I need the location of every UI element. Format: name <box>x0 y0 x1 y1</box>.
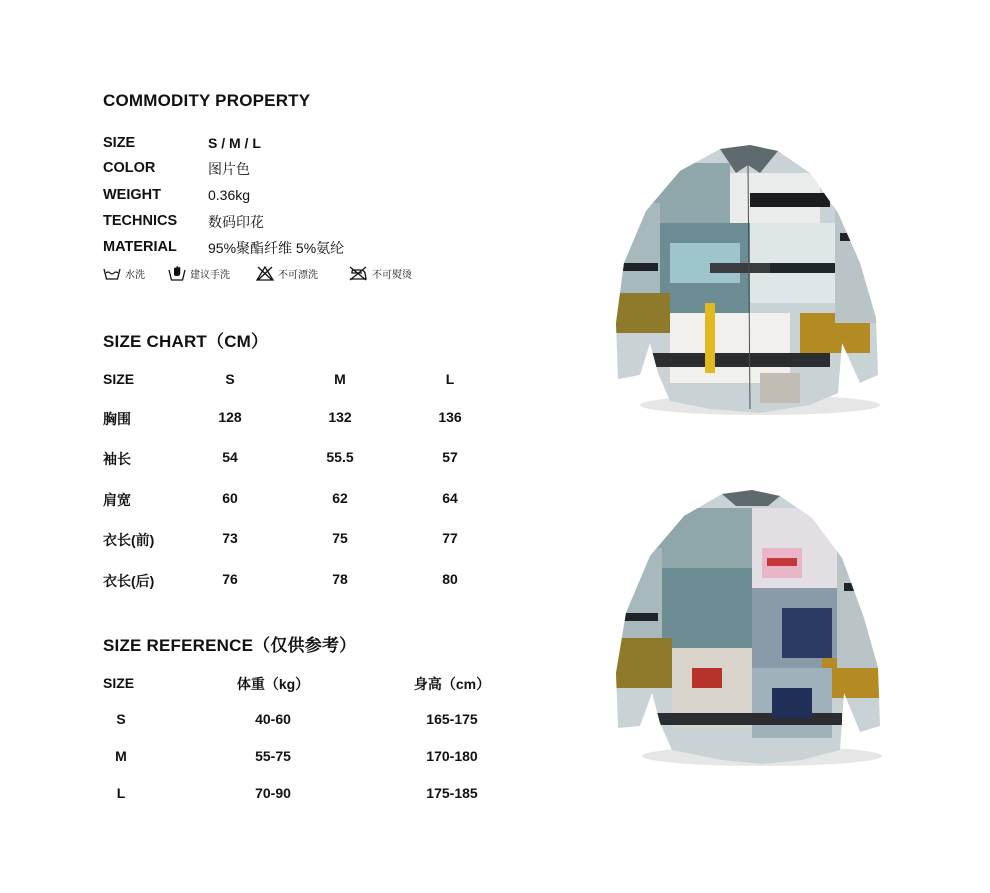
size-chart-cell: 80 <box>442 571 458 587</box>
property-label-technics: TECHNICS <box>103 213 178 229</box>
wash-tub-icon <box>103 267 121 281</box>
size-reference-row-label: S <box>116 711 126 727</box>
size-reference-header-size: SIZE <box>103 675 135 691</box>
size-chart-row-label: 肩宽 <box>103 492 131 508</box>
care-hand-wash <box>168 266 230 281</box>
care-label-hand-wash: 建议手洗 <box>190 270 230 281</box>
size-reference-header-weight: 体重（kg） <box>236 676 310 692</box>
size-chart-title: SIZE CHART（CM） <box>103 332 269 351</box>
size-reference-cell: 175-185 <box>426 785 478 801</box>
size-reference-row-label: M <box>115 748 127 764</box>
size-reference-header-height: 身高（cm） <box>413 676 491 692</box>
size-chart-header-m: M <box>334 371 346 387</box>
care-label-no-iron: 不可熨烫 <box>372 270 412 281</box>
size-chart-row-label: 衣长(前) <box>103 532 155 548</box>
property-label-size: SIZE <box>103 135 136 151</box>
care-label-no-bleach: 不可漂洗 <box>278 270 318 281</box>
property-value-size: S / M / L <box>208 135 261 151</box>
shirt-back-photo <box>612 488 884 768</box>
size-chart-row-label: 袖长 <box>103 451 131 467</box>
no-bleach-icon <box>256 266 274 281</box>
property-title: COMMODITY PROPERTY <box>103 91 311 110</box>
care-wash <box>103 266 145 281</box>
size-chart-cell: 60 <box>222 490 238 506</box>
property-label-weight: WEIGHT <box>103 187 161 203</box>
property-label-material: MATERIAL <box>103 239 177 255</box>
size-reference-cell: 70-90 <box>255 785 291 801</box>
size-chart-cell: 78 <box>332 571 348 587</box>
size-reference-title: SIZE REFERENCE（仅供参考） <box>103 636 357 655</box>
size-reference-cell: 170-180 <box>426 748 478 764</box>
property-value-weight: 0.36kg <box>208 187 251 203</box>
size-reference-cell: 40-60 <box>255 711 291 727</box>
size-reference-row-label: L <box>116 785 126 801</box>
hand-wash-icon <box>168 266 186 281</box>
size-reference-cell: 55-75 <box>255 748 291 764</box>
size-chart-cell: 62 <box>332 490 348 506</box>
care-no-iron <box>348 266 412 281</box>
size-chart-cell: 76 <box>222 571 238 587</box>
size-chart-cell: 57 <box>442 449 458 465</box>
care-no-bleach <box>256 266 318 281</box>
size-chart-row-label: 胸围 <box>103 411 131 427</box>
care-label-wash: 水洗 <box>125 270 145 281</box>
size-chart-cell: 132 <box>328 409 352 425</box>
size-chart-cell: 73 <box>222 530 238 546</box>
size-chart-cell: 55.5 <box>326 449 354 465</box>
property-value-color: 图片色 <box>208 161 250 177</box>
property-label-color: COLOR <box>103 160 156 176</box>
property-value-material: 95%聚酯纤维 5%氨纶 <box>208 240 345 256</box>
size-reference-cell: 165-175 <box>426 711 478 727</box>
size-chart-cell: 75 <box>332 530 348 546</box>
shirt-front-photo <box>610 143 882 418</box>
size-chart-header-l: L <box>445 371 455 387</box>
size-chart-cell: 136 <box>438 409 462 425</box>
size-chart-cell: 54 <box>222 449 238 465</box>
size-chart-cell: 128 <box>218 409 242 425</box>
size-chart-header-s: S <box>225 371 235 387</box>
size-chart-row-label: 衣长(后) <box>103 573 155 589</box>
size-chart-cell: 77 <box>442 530 458 546</box>
property-value-technics: 数码印花 <box>208 214 264 230</box>
size-chart-header-size: SIZE <box>103 371 135 387</box>
size-chart-cell: 64 <box>442 490 458 506</box>
no-iron-icon <box>348 266 368 281</box>
